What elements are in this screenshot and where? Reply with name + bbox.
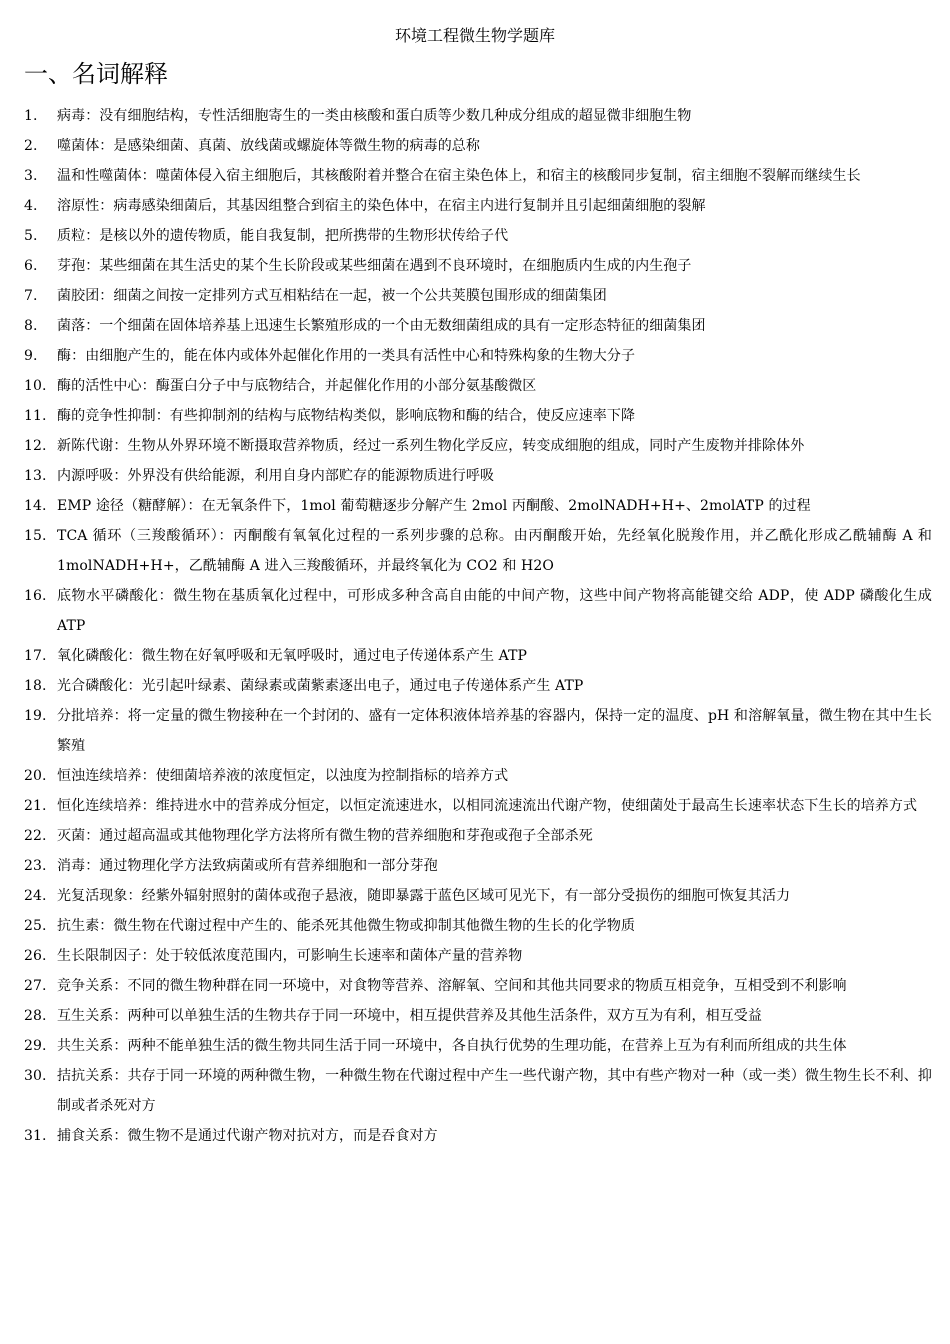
term-definition: 生长限制因子：处于较低浓度范围内，可影响生长速率和菌体产量的营养物: [57, 948, 523, 964]
term-definition: 噬菌体：是感染细菌、真菌、放线菌或螺旋体等微生物的病毒的总称: [57, 138, 480, 154]
term-item: [0, 161, 950, 191]
term-item: [0, 581, 950, 641]
term-item: [0, 341, 950, 371]
term-number: 3.: [24, 168, 38, 184]
term-item: [0, 641, 950, 671]
term-item: [0, 191, 950, 221]
term-definition: 光复活现象：经紫外辐射照射的菌体或孢子悬液，随即暴露于蓝色区域可见光下，有一部分受损伤的细胞可恢复其活力: [57, 888, 791, 904]
term-number: 14.: [24, 498, 47, 514]
term-definition: 共生关系：两种不能单独生活的微生物共同生活于同一环境中，各自执行优势的生理功能，在营养上互为有利而所组成的共生体: [57, 1038, 847, 1054]
term-number: 17.: [24, 648, 47, 664]
term-item: [0, 791, 950, 821]
term-definition: 菌胶团：细菌之间按一定排列方式互相粘结在一起，被一个公共荚膜包围形成的细菌集团: [57, 288, 607, 304]
term-number: 1.: [24, 108, 38, 124]
term-definition: 菌落：一个细菌在固体培养基上迅速生长繁殖形成的一个由无数细菌组成的具有一定形态特征的细菌集团: [57, 318, 706, 334]
term-number: 8.: [24, 318, 38, 334]
term-number: 22.: [24, 828, 47, 844]
term-item: [0, 881, 950, 911]
term-number: 19.: [24, 708, 47, 724]
term-item: [0, 491, 950, 521]
term-number: 31.: [24, 1128, 47, 1144]
term-definition: 分批培养：将一定量的微生物接种在一个封闭的、盛有一定体积液体培养基的容器内，保持一定的温度、pH 和溶解氧量，微生物在其中生长繁殖: [57, 708, 932, 754]
term-item: [0, 521, 950, 581]
term-definition: 捕食关系：微生物不是通过代谢产物对抗对方，而是吞食对方: [57, 1128, 438, 1144]
term-item: [0, 971, 950, 1001]
term-item: [0, 401, 950, 431]
term-number: 28.: [24, 1008, 47, 1024]
term-number: 4.: [24, 198, 38, 214]
term-number: 11.: [24, 408, 47, 424]
term-definition: 芽孢：某些细菌在其生活史的某个生长阶段或某些细菌在遇到不良环境时，在细胞质内生成的内生孢子: [57, 258, 692, 274]
term-item: [0, 221, 950, 251]
term-item: [0, 101, 950, 131]
term-number: 29.: [24, 1038, 47, 1054]
term-number: 25.: [24, 918, 47, 934]
term-definition: 竞争关系：不同的微生物种群在同一环境中，对食物等营养、溶解氧、空间和其他共同要求的物质互相竞争，互相受到不利影响: [57, 978, 847, 994]
term-number: 10.: [24, 378, 47, 394]
term-definition: EMP 途径（糖酵解）：在无氧条件下，1mol 葡萄糖逐步分解产生 2mol 丙酮酸、2molNADH+H+、2molATP 的过程: [57, 498, 811, 514]
term-definition: 氧化磷酸化：微生物在好氧呼吸和无氧呼吸时，通过电子传递体系产生 ATP: [57, 648, 528, 664]
term-item: [0, 1061, 950, 1121]
term-definition: 抗生素：微生物在代谢过程中产生的、能杀死其他微生物或抑制其他微生物的生长的化学物质: [57, 918, 636, 934]
term-item: [0, 1001, 950, 1031]
term-number: 5.: [24, 228, 38, 244]
term-item: [0, 131, 950, 161]
term-number: 30.: [24, 1068, 47, 1084]
term-item: [0, 1031, 950, 1061]
term-number: 20.: [24, 768, 47, 784]
term-number: 6.: [24, 258, 38, 274]
term-definition: 消毒：通过物理化学方法致病菌或所有营养细胞和一部分芽孢: [57, 858, 438, 874]
term-definition: 酶的活性中心：酶蛋白分子中与底物结合，并起催化作用的小部分氨基酸微区: [57, 378, 537, 394]
term-item: [0, 851, 950, 881]
term-number: 15.: [24, 528, 47, 544]
term-item: [0, 941, 950, 971]
term-list: [0, 101, 950, 1151]
term-definition: 病毒：没有细胞结构，专性活细胞寄生的一类由核酸和蛋白质等少数几种成分组成的超显微非细胞生物: [57, 108, 692, 124]
term-item: [0, 701, 950, 761]
term-definition: 内源呼吸：外界没有供给能源，利用自身内部贮存的能源物质进行呼吸: [57, 468, 495, 484]
term-item: [0, 1121, 950, 1151]
term-item: [0, 761, 950, 791]
term-definition: 质粒：是核以外的遗传物质，能自我复制，把所携带的生物形状传给子代: [57, 228, 509, 244]
term-definition: 酶：由细胞产生的，能在体内或体外起催化作用的一类具有活性中心和特殊构象的生物大分子: [57, 348, 636, 364]
term-definition: 互生关系：两种可以单独生活的生物共存于同一环境中，相互提供营养及其他生活条件，双方互为有利，相互受益: [57, 1008, 762, 1024]
section-heading: 一、名词解释: [24, 60, 168, 88]
term-item: [0, 461, 950, 491]
term-definition: 底物水平磷酸化：微生物在基质氧化过程中，可形成多种含高自由能的中间产物，这些中间产物将高能键交给 ADP，使 ADP 磷酸化生成 ATP: [57, 588, 932, 634]
term-item: [0, 281, 950, 311]
term-definition: 恒浊连续培养：使细菌培养液的浓度恒定，以浊度为控制指标的培养方式: [57, 768, 509, 784]
term-number: 12.: [24, 438, 47, 454]
term-number: 18.: [24, 678, 47, 694]
term-number: 24.: [24, 888, 47, 904]
term-item: [0, 311, 950, 341]
term-number: 27.: [24, 978, 47, 994]
term-definition: 温和性噬菌体：噬菌体侵入宿主细胞后，其核酸附着并整合在宿主染色体上，和宿主的核酸同步复制，宿主细胞不裂解而继续生长: [57, 168, 861, 184]
term-definition: 灭菌：通过超高温或其他物理化学方法将所有微生物的营养细胞和芽孢或孢子全部杀死: [57, 828, 593, 844]
term-number: 2.: [24, 138, 38, 154]
term-item: [0, 671, 950, 701]
term-item: [0, 251, 950, 281]
term-definition: 拮抗关系：共存于同一环境的两种微生物，一种微生物在代谢过程中产生一些代谢产物，其中有些产物对一种（或一类）微生物生长不利、抑制或者杀死对方: [57, 1068, 932, 1114]
term-number: 9.: [24, 348, 38, 364]
term-definition: 溶原性：病毒感染细菌后，其基因组整合到宿主的染色体中，在宿主内进行复制并且引起细菌细胞的裂解: [57, 198, 706, 214]
term-definition: TCA 循环（三羧酸循环）：丙酮酸有氧氧化过程的一系列步骤的总称。由丙酮酸开始，先经氧化脱羧作用，并乙酰化形成乙酰辅酶 A 和 1molNADH+H+，乙酰辅酶 A 进入三羧酸循环，并最终氧化为 CO2 和 H2O: [57, 528, 932, 574]
term-definition: 恒化连续培养：维持进水中的营养成分恒定，以恒定流速进水，以相同流速流出代谢产物，使细菌处于最高生长速率状态下生长的培养方式: [57, 798, 918, 814]
term-number: 23.: [24, 858, 47, 874]
term-number: 21.: [24, 798, 47, 814]
term-item: [0, 911, 950, 941]
term-number: 7.: [24, 288, 38, 304]
term-definition: 酶的竞争性抑制：有些抑制剂的结构与底物结构类似，影响底物和酶的结合，使反应速率下降: [57, 408, 636, 424]
term-definition: 光合磷酸化：光引起叶绿素、菌绿素或菌紫素逐出电子，通过电子传递体系产生 ATP: [57, 678, 584, 694]
term-definition: 新陈代谢：生物从外界环境不断摄取营养物质，经过一系列生物化学反应，转变成细胞的组成，同时产生废物并排除体外: [57, 438, 805, 454]
term-number: 26.: [24, 948, 47, 964]
term-item: [0, 821, 950, 851]
term-item: [0, 431, 950, 461]
term-number: 13.: [24, 468, 47, 484]
document-title: 环境工程微生物学题库: [394, 26, 555, 45]
term-item: [0, 371, 950, 401]
term-number: 16.: [24, 588, 47, 604]
